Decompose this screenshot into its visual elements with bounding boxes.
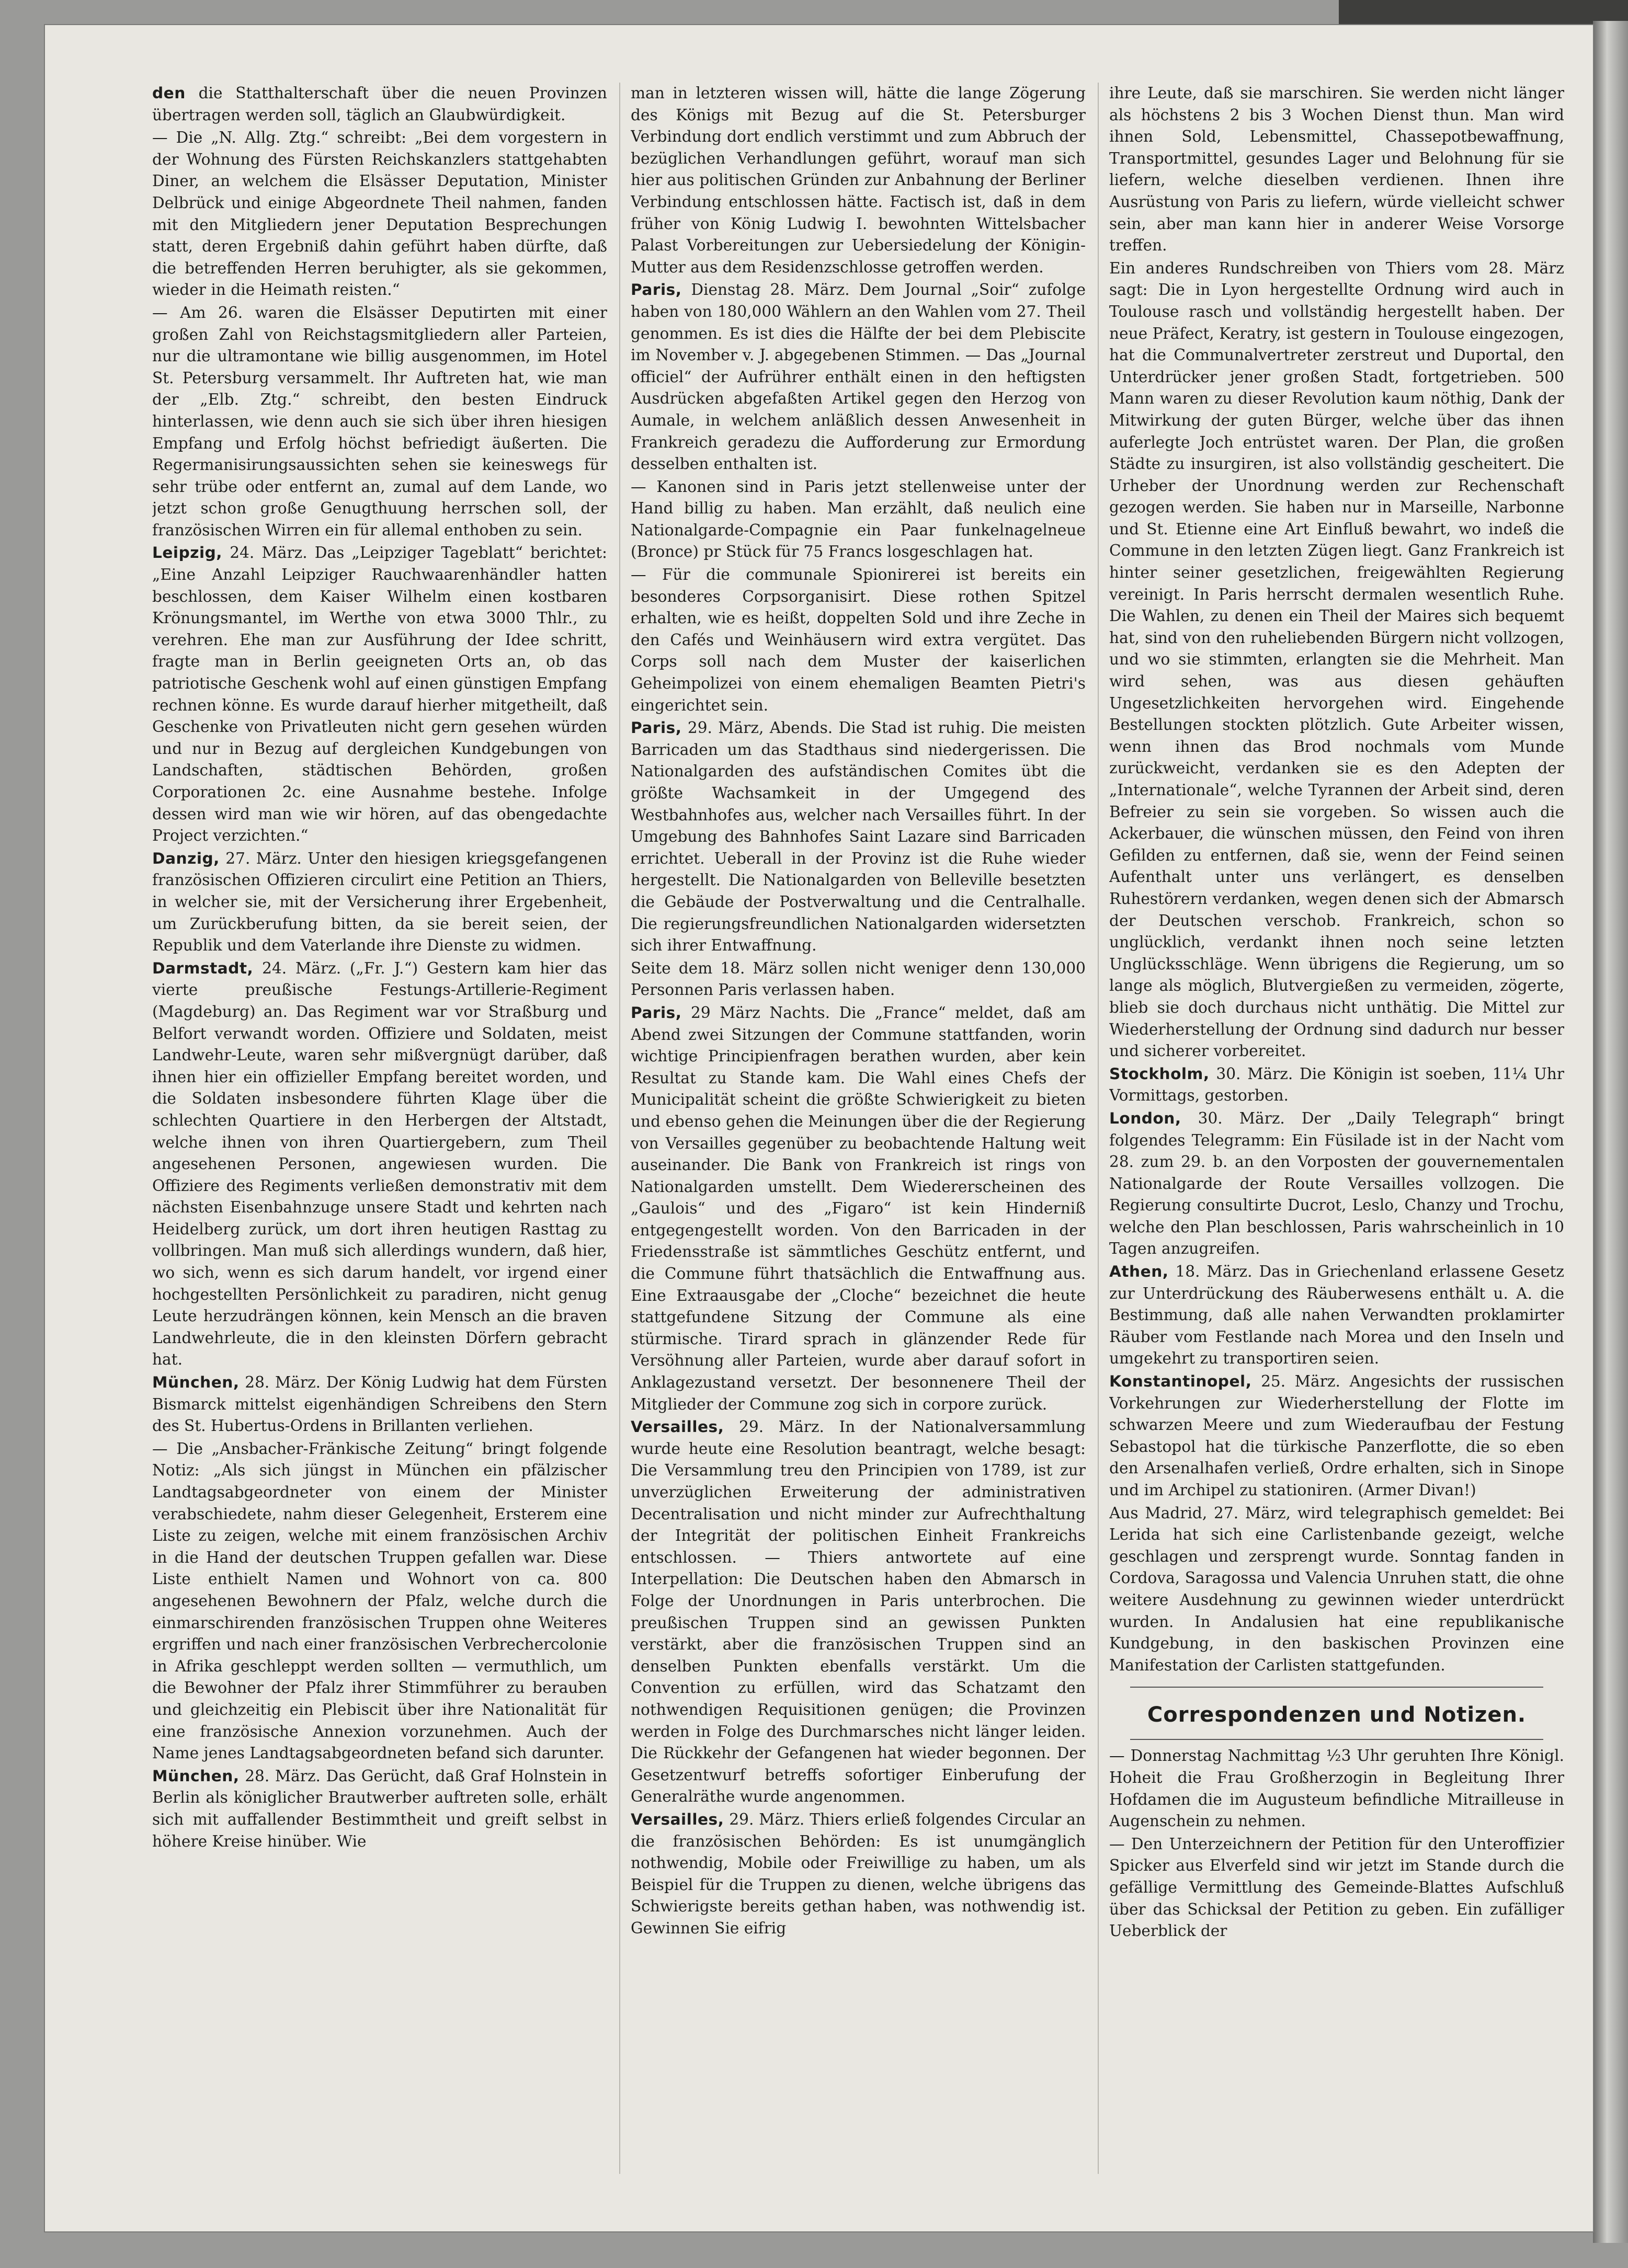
dateline: Versailles, — [631, 1810, 724, 1828]
article-paragraph — [152, 848, 607, 957]
paragraph-text: man in letzteren wissen will, hätte die lange Zögerung des Königs mit Bezug auf die St. Petersburger Verbindung dort endlich verstimmt und zum Abbruch der bezüglichen Verhandlungen geführt, worauf man sich hier aus politischen Gründen zur Anbahnung der Berliner Verbindung entschlossen hätte. Factisch ist, daß in dem früher von König Ludwig I. bewohnten Wittelsbacher Palast Vorbereitungen zur Uebersiedelung der Königin-Mutter aus dem Residenzschlosse getroffen werden. — [631, 84, 1086, 276]
paragraph-text: 30. März. Der „Daily Telegraph“ bringt folgendes Telegramm: Ein Füsilade ist in der Nacht vom 28. zum 29. b. an den Vorposten der gouvernementalen Nationalgarde der Route Versailles vollzogen. Die Regierung consultirte Ducrot, Leslo, Chanzy und Trochu, welche den Plan beschlossen, Paris wahrscheinlich in 10 Tagen anzugreifen. — [1109, 1109, 1564, 1258]
paragraph-text: die Statthalterschaft über die neuen Provinzen übertragen werden soll, täglich an Glaubwürdigkeit. — [152, 84, 607, 124]
section-heading: Correspondenzen und Notizen. — [1147, 1703, 1527, 1727]
article-paragraph — [152, 1438, 607, 1765]
paragraph-text: 30. März. Die Königin ist soeben, 11¼ Uhr Vormittags, gestorben. — [1109, 1064, 1564, 1105]
article-paragraph — [152, 127, 607, 301]
dateline: Paris, — [631, 719, 682, 737]
scan-edge-right — [1593, 21, 1628, 2243]
column-rule — [619, 83, 620, 2174]
paragraph-text: 24. März. („Fr. J.“) Gestern kam hier das vierte preußische Festungs-Artillerie-Regiment (Magdeburg) an. Das Regiment war vor Straßburg und Belfort verwandt worden. Offiziere und Soldaten, meist Landwehr-Leute, waren sehr mißvergnügt darüber, daß ihnen hier ein offizieller Empfang bereitet worden, und die Soldaten insbesondere führten Klage über die schlechten Quartiere in den Herbergen der Altstadt, welche ihnen von ihren Quartiergebern, zum Theil angesehenen Personen, angewiesen wurden. Die Offiziere des Regiments verließen demonstrativ mit dem nächsten Eisenbahnzuge unsere Stadt und kehrten nach Heidelberg zurück, um dort ihren heutigen Rasttag zu vollbringen. Man muß sich allerdings wundern, daß hier, wo sich, wenn es sich darum handelt, vor irgend einer hochgestellten Persönlichkeit zu paradiren, nicht genug Leute herzudrängen können, kein Mensch an die braven Landwehrleute, die in den kleinsten Dörfern gebracht hat. — [152, 959, 607, 1369]
paragraph-text: — Kanonen sind in Paris jetzt stellenweise unter der Hand billig zu haben. Man erzählt, daß neulich eine Nationalgarde-Compagnie ein Paar funkelnagelneue (Bronce) pr Stück für 75 Francs losgeschlagen hat. — [631, 477, 1086, 561]
dateline: Paris, — [631, 281, 682, 299]
article-paragraph — [631, 1809, 1086, 1940]
article-paragraph — [631, 1416, 1086, 1808]
article-paragraph — [631, 717, 1086, 957]
article-paragraph — [631, 564, 1086, 716]
paragraph-text: 28. März. Das Gerücht, daß Graf Holnstein in Berlin als königlicher Brautwerber auftreten solle, erhält sich mit auffallender Bestimmtheit und greift selbst in höhere Kreise hinüber. Wie — [152, 1767, 607, 1850]
dateline: Leipzig, — [152, 544, 223, 562]
article-paragraph — [152, 958, 607, 1371]
newspaper-page — [45, 25, 1593, 2231]
article-paragraph — [1109, 1834, 1564, 1942]
article-paragraph — [152, 1766, 607, 1852]
article-paragraph — [1109, 1108, 1564, 1260]
dateline: Athen, — [1109, 1263, 1169, 1281]
article-paragraph — [1109, 1503, 1564, 1677]
article-paragraph — [1109, 1745, 1564, 1832]
article-paragraph — [631, 83, 1086, 278]
article-paragraph — [631, 1002, 1086, 1415]
column-3 — [1109, 83, 1564, 2184]
article-paragraph — [1109, 1261, 1564, 1370]
paragraph-text: — Den Unterzeichnern der Petition für den Unteroffizier Spicker aus Elverfeld sind wir jetzt im Stande durch die gefällige Vermittlung des Gemeinde-Blattes Aufschluß über das Schicksal der Petition zu geben. Ein zufälliger Ueberblick der — [1109, 1835, 1564, 1940]
section-rule — [1130, 1739, 1543, 1740]
dateline: Versailles, — [631, 1418, 724, 1436]
article-paragraph — [152, 83, 607, 126]
article-paragraph — [152, 542, 607, 846]
column-2 — [631, 83, 1086, 2184]
dateline: Stockholm, — [1109, 1064, 1210, 1083]
article-paragraph — [631, 279, 1086, 475]
dateline: München, — [152, 1373, 240, 1392]
article-paragraph — [1109, 1371, 1564, 1502]
dateline: den — [152, 84, 186, 102]
paragraph-text: 27. März. Unter den hiesigen kriegsgefangenen französischen Offizieren circulirt eine Petition an Thiers, in welcher sie, mit der Versicherung ihrer Ergebenheit, um Zurückberufung bitten, da sie bereit seien, der Republik und dem Vaterlande ihre Dienste zu widmen. — [152, 849, 607, 955]
dateline: Konstantinopel, — [1109, 1372, 1252, 1391]
dateline: Darmstadt, — [152, 959, 254, 977]
paragraph-text: 25. März. Angesichts der russischen Vorkehrungen zur Wiederherstellung der Flotte im schwarzen Meere und zum Wiederaufbau der Festung Sebastopol hat die türkische Panzerflotte, die so eben den Arsenalhafen verließ, Ordre erhalten, sich in Sinope und im Archipel zu stationiren. (Armer Divan!) — [1109, 1372, 1564, 1499]
paragraph-text: 18. März. Das in Griechenland erlassene Gesetz zur Unterdrückung des Räuberwesens enthält u. A. die Bestimmung, daß alle nahen Verwandten proklamirter Räuber vom Festlande nach Morea und den Inseln und umgekehrt zu transportiren seien. — [1109, 1263, 1564, 1368]
paragraph-text: — Am 26. waren die Elsässer Deputirten mit einer großen Zahl von Reichstagsmitgliedern aller Parteien, nur die ultramontane wie billig ausgenommen, im Hotel St. Petersburg versammelt. Ihr Auftreten hat, wie man der „Elb. Ztg.“ schreibt, den besten Eindruck hinterlassen, wie denn auch sie sich über ihren hiesigen Empfang und Erfolg höchst befriedigt äußerten. Die Regermanisirungsaussichten sehen sie keineswegs für sehr trübe oder entfernt an, zumal auf dem Lande, wo jetzt schon große Genugthuung herrschen soll, der französischen Wirren ein für allemal enthoben zu sein. — [152, 303, 607, 539]
section-rule — [1130, 1687, 1543, 1688]
paragraph-text: ihre Leute, daß sie marschiren. Sie werden nicht länger als höchstens 2 bis 3 Wochen Dienst thun. Man wird ihnen Sold, Lebensmittel, Chassepotbewaffnung, Transportmittel, gesundes Lager und Belohnung für sie liefern, welche dieselben verdienen. Ihnen ihre Ausrüstung von Paris zu liefern, würde vielleicht schwer sein, aber man kann hier in anderer Weise Vorsorge treffen. — [1109, 84, 1564, 255]
dateline: München, — [152, 1767, 240, 1785]
paragraph-text: — Für die communale Spionirerei ist bereits ein besonderes Corpsorganisirt. Diese rothen Spitzel erhalten, wie es heißt, doppelten Sold und ihre Zeche in den Cafés und Weinhäusern wird extra vergütet. Das Corps soll nach dem Muster der kaiserlichen Geheimpolizei von einem ehemaligen Beamten Pietri's eingerichtet sein. — [631, 566, 1086, 714]
article-paragraph — [1109, 1063, 1564, 1107]
paragraph-text: Dienstag 28. März. Dem Journal „Soir“ zufolge haben von 180,000 Wählern an den Wahlen vom 27. Theil genommen. Es ist dies die Hälfte der bei dem Plebiscite im November v. J. abgegebenen Stimmen. — Das „Journal officiel“ der Aufrührer enthält einen in den heftigsten Ausdrücken abgefaßten Artikel gegen den Herzog von Aumale, in welchem anläßlich dessen Anwesenheit in Frankreich geradezu die Aufforderung zur Ermordung desselben enthalten ist. — [631, 281, 1086, 473]
paragraph-text: Ein anderes Rundschreiben von Thiers vom 28. März sagt: Die in Lyon hergestellte Ordnung wird auch in Toulouse rasch und vollständig hergestellt haben. Der neue Präfect, Keratry, ist gestern in Toulouse eingezogen, hat die Communalvertreter zerstreut und Duportal, den Unterdrücker jener großen Stadt, fortgetrieben. 500 Mann waren zu dieser Revolution kaum nöthig, Dank der Mitwirkung der guten Bürger, welche über das ihnen auferlegte Joch entrüstet waren. Der Plan, die großen Städte zu insurgiren, ist also vollständig gescheitert. Die Urheber der Unordnung werden zur Rechenschaft gezogen werden. Sie haben nur in Marseille, Narbonne und St. Etienne eine Art Einfluß bewahrt, wo indeß die Commune in den letzten Zügen liegt. Ganz Frankreich ist hinter seiner gesetzlichen, freigewählten Regierung vereinigt. In Paris herrscht dermalen wesentlich Ruhe. Die Wahlen, zu denen ein Theil der Maires sich bequemt hat, sind von den ruheliebenden Bürgern nicht vollzogen, und wo sie stimmten, erlangten sie die Mehrheit. Man wird sehen, was aus diesen gehäuften Ungesetzlichkeiten hervorgehen wird. Eingehende Bestellungen stockten plötzlich. Gute Arbeiter wissen, wenn ihnen das Brod nochmals vom Munde zurückweicht, verdanken sie es den Adepten der „Internationale“, welche Tyrannen der Arbeit sind, deren Befreier zu sein sie vorgeben. So wissen auch die Ackerbauer, die wünschen müssen, den Feind von ihren Gefilden zu entfernen, daß sie, wenn der Feind seinen Aufenthalt unter uns verlängert, es denselben Ruhestörern verdanken, wegen denen sich der Abmarsch der Deutschen verschob. Frankreich, schon so unglücklich, verdankt ihnen noch seine letzten Unglücksschläge. Wenn übrigens die Regierung, um so lange als möglich, Blutvergießen zu vermeiden, zögerte, blieb sie doch durchaus nicht unthätig. Die Mittel zur Wiederherstellung der Ordnung sind dadurch nur besser und sicherer vorbereitet. — [1109, 259, 1564, 1060]
paragraph-text: Aus Madrid, 27. März, wird telegraphisch gemeldet: Bei Lerida hat sich eine Carlistenbande gezeigt, welche geschlagen und zersprengt wurde. Sonntag fanden in Cordova, Saragossa und Valencia Unruhen statt, die ohne weitere Ausdehnung zu gewinnen wieder unterdrückt wurden. In Andalusien hat eine republikanische Kundgebung, in den baskischen Provinzen eine Manifestation der Carlisten stattgefunden. — [1109, 1504, 1564, 1674]
column-rule — [1098, 83, 1099, 2174]
article-paragraph — [631, 476, 1086, 563]
paragraph-text: Seite dem 18. März sollen nicht weniger denn 130,000 Personnen Paris verlassen haben. — [631, 959, 1086, 999]
paragraph-text: 29. März, Abends. Die Stad ist ruhig. Die meisten Barricaden um das Stadthaus sind niedergerissen. Die Nationalgarden des aufständischen Comites übt die größte Wachsamkeit in der Umgegend des Westbahnhofes aus, welcher nach Versailles führt. In der Umgebung des Bahnhofes Saint Lazare sind Barricaden errichtet. Ueberall in der Provinz ist die Ruhe wieder hergestellt. Die Nationalgarden von Belleville besetzten die Gebäude der Postverwaltung und die Centralhalle. Die regierungsfreundlichen Nationalgarden widersetzten sich ihrer Entwaffnung. — [631, 719, 1086, 955]
dateline: London, — [1109, 1109, 1181, 1127]
paragraph-text: — Die „N. Allg. Ztg.“ schreibt: „Bei dem vorgestern in der Wohnung des Fürsten Reichskanzlers stattgehabten Diner, an welchem die Elsässer Deputation, Minister Delbrück und einige Abgeordnete Theil nahmen, fanden mit den Mitgliedern jener Deputation Besprechungen statt, deren Ergebniß dahin geführt haben dürfte, daß die betreffenden Herren beruhigter, als sie gekommen, wieder in die Heimath reisten.“ — [152, 129, 607, 299]
paragraph-text: 29. März. In der Nationalversammlung wurde heute eine Resolution beantragt, welche besagt: Die Versammlung treu den Principien von 1789, ist zur unverzüglichen Erweiterung der administrativen Decentralisation und nicht minder zur Aufrechthaltung der Integrität der politischen Einheit Frankreichs entschlossen. — Thiers antwortete auf eine Interpellation: Die Deutschen haben den Abmarsch in Folge der Unordnungen in Paris unterbrochen. Die preußischen Truppen sind an gewissen Punkten verstärkt, aber die französischen Truppen sind an denselben Punkten ebenfalls verstärkt. Um die Convention zu erfüllen, wird das Schatzamt den nothwendigen Requisitionen genügen; die Provinzen werden in Folge des Durchmarsches nicht länger leiden. Die Rückkehr der Gefangenen hat wieder begonnen. Der Gesetzentwurf betreffs sofortiger Einberufung der Generalräthe wurde angenommen. — [631, 1418, 1086, 1806]
dateline: Paris, — [631, 1003, 682, 1022]
article-paragraph — [1109, 83, 1564, 257]
article-paragraph — [152, 302, 607, 542]
paragraph-text: 29. März. Thiers erließ folgendes Circular an die französischen Behörden: Es ist unumgänglich nothwendig, Mobile oder Freiwillige zu haben, um als Beispiel für die Truppen zu dienen, welche übrigens das Schwierigste bereits gethan haben, was nothwendig ist. Gewinnen Sie eifrig — [631, 1810, 1086, 1937]
paragraph-text: 24. März. Das „Leipziger Tageblatt“ berichtet: „Eine Anzahl Leipziger Rauchwaarenhändler hatten beschlossen, dem Kaiser Wilhelm einen kostbaren Krönungsmantel, im Werthe von etwa 3000 Thlr., zu verehren. Ehe man zur Ausführung der Idee schritt, fragte man in Berlin geeigneten Orts an, ob das patriotische Geschenk wohl auf einen günstigen Empfang rechnen könne. Es wurde darauf hierher mitgetheilt, daß Geschenke von Privatleuten nicht gern gesehen würden und nur in Bezug auf dergleichen Kundgebungen von Landschaften, städtischen Behörden, großen Corporationen 2c. eine Ausnahme bestehe. Infolge dessen wird man wie wir hören, auf das obengedachte Project verzichten.“ — [152, 544, 607, 845]
article-paragraph — [1109, 258, 1564, 1062]
paragraph-text: 29 März Nachts. Die „France“ meldet, daß am Abend zwei Sitzungen der Commune stattfanden, worin wichtige Principienfragen berathen wurden, aber kein Resultat zu Stande kam. Die Wahl eines Chefs der Municipalität scheint die größte Schwierigkeit zu bieten und ebenso gehen die Meinungen über die der Regierung von Versailles gegenüber zu beobachtende Haltung weit auseinander. Die Bank von Frankreich ist rings von Nationalgarden umstellt. Dem Wiedererscheinen des „Gaulois“ und des „Figaro“ ist kein Hinderniß entgegengestellt worden. Von den Barricaden in der Friedensstraße ist sämmtliches Geschütz entfernt, und die Commune führt thatsächlich die Entwaffnung aus. Eine Extraausgabe der „Cloche“ bezeichnet die heute stattgefundene Sitzung der Commune als eine stürmische. Tirard sprach in glänzender Rede für Versöhnung aller Parteien, wurde aber darauf sofort in Anklagezustand versetzt. Der besonnenere Theil der Mitglieder der Commune zog sich in corpore zurück. — [631, 1003, 1086, 1413]
paragraph-text: 28. März. Der König Ludwig hat dem Fürsten Bismarck mittelst eigenhändigen Schreibens den Stern des St. Hubertus-Ordens in Brillanten verliehen. — [152, 1373, 607, 1435]
paragraph-text: — Die „Ansbacher-Fränkische Zeitung“ bringt folgende Notiz: „Als sich jüngst in München ein pfälzischer Landtagsabgeordneter von einem der Minister verabschiedete, nahm dieser Gelegenheit, Ersterem eine Liste zu zeigen, welche mit einem französischen Archiv in die Hand der deutschen Truppen gefallen war. Diese Liste enthielt Namen und Wohnort von ca. 800 angesehenen Bewohnern der Pfalz, welche durch die einmarschirenden französischen Truppen ohne Weiteres ergriffen und nach einer französischen Verbrechercolonie in Afrika geschleppt werden sollten — vermuthlich, um die Bewohner der Pfalz ihrer Stimmführer zu berauben und gleichzeitig ein Plebiscit über ihre Nationalität für eine französische Annexion vorzunehmen. Auch der Name jenes Landtagsabgeordneten befand sich darunter. — [152, 1439, 607, 1762]
article-paragraph — [631, 958, 1086, 1001]
article-paragraph — [152, 1372, 607, 1437]
dateline: Danzig, — [152, 849, 220, 867]
paragraph-text: — Donnerstag Nachmittag ½3 Uhr geruhten Ihre Königl. Hoheit die Frau Großherzogin in Begleitung Ihrer Hofdamen die im Augusteum befindliche Mitrailleuse in Augenschein zu nehmen. — [1109, 1747, 1564, 1830]
column-1 — [152, 83, 607, 2184]
